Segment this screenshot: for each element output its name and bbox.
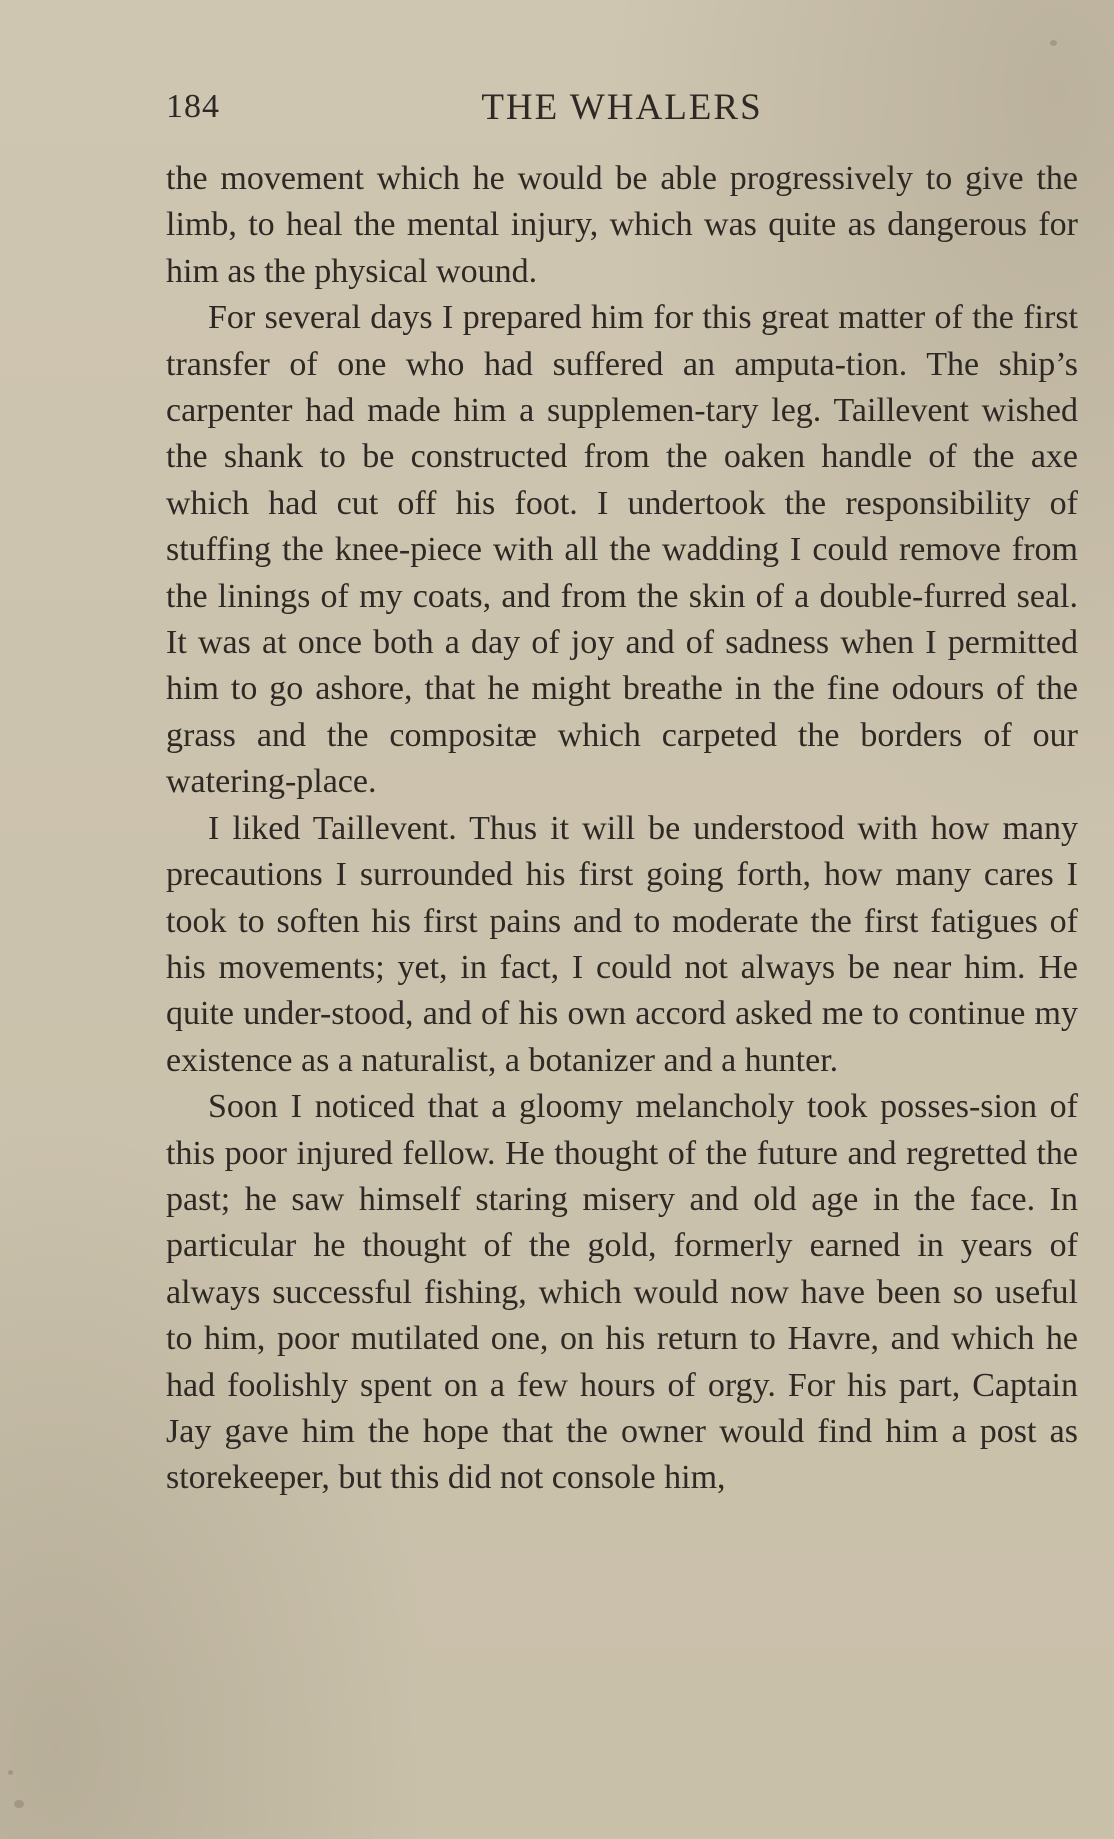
page-number: 184	[166, 88, 220, 125]
running-head: THE WHALERS	[481, 87, 763, 128]
body-text	[166, 156, 1078, 1502]
paper-speck	[14, 1800, 24, 1808]
page-header	[166, 82, 1078, 132]
paragraph-continued: the movement which he would be able progressively to give the limb, to heal the mental injury, which was quite as dangerous for him as the physical wound.	[166, 160, 1078, 290]
paragraph: I liked Taillevent. Thus it will be understood with how many precautions I surrounded his first going forth, how many cares I took to soften his first pains and to moderate the first fatigues of his movements; yet, in fact, I could not always be near him. He quite under-stood, and of his own accord asked me to continue my existence as a naturalist, a botanizer and a hunter.	[166, 809, 1078, 1079]
paper-speck	[8, 1770, 13, 1775]
paragraph: Soon I noticed that a gloomy melancholy took posses-sion of this poor injured fellow. He thought of the future and regretted the past; he saw himself staring misery and old age in the face. In particular he thought of the gold, formerly earned in years of always successful fishing, which would now have been so useful to him, poor mutilated one, on his return to Havre, and which he had foolishly spent on a few hours of orgy. For his part, Captain Jay gave him the hope that the owner would find him a post as storekeeper, but this did not console him,	[166, 1088, 1078, 1497]
paper-speck	[1050, 40, 1057, 46]
paragraph: For several days I prepared him for this great matter of the first transfer of one who had suffered an amputa-tion. The ship’s carpenter had made him a supplemen-tary leg. Taillevent wished the shank to be constructed from the oaken handle of the axe which had cut off his foot. I undertook the responsibility of stuffing the knee-piece with all the wadding I could remove from the linings of my coats, and from the skin of a double-furred seal. It was at once both a day of joy and of sadness when I permitted him to go ashore, that he might breathe in the fine odours of the grass and the compositæ which carpeted the borders of our watering-place.	[166, 299, 1078, 801]
